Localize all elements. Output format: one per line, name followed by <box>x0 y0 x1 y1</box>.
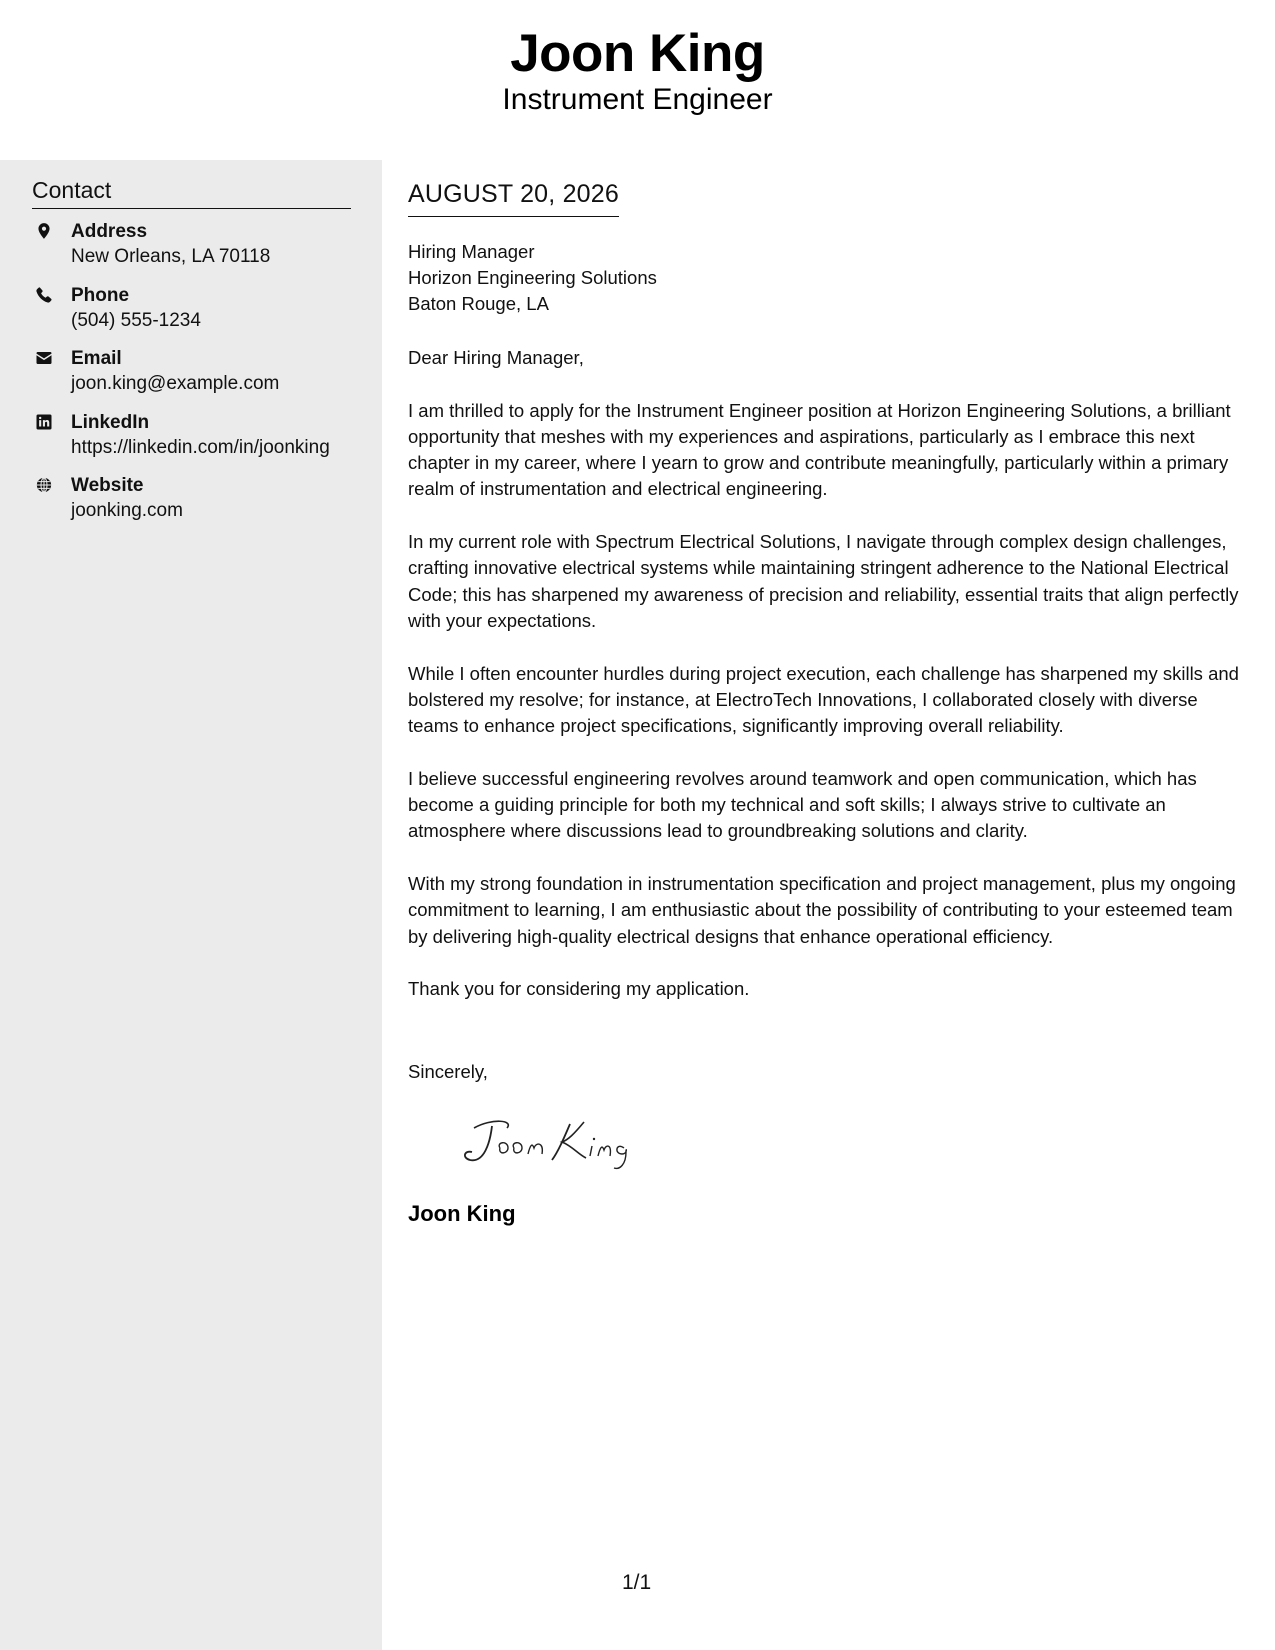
recipient-line: Horizon Engineering Solutions <box>408 267 657 288</box>
paragraph: With my strong foundation in instrumentation specification and project management, plus my ongoing commitment to learning, I am enthusiastic about the possibility of contributing to your esteemed team by delivering high-quality electrical designs that enhance operational efficiency. <box>408 872 1236 947</box>
recipient-block <box>408 239 657 317</box>
contact-value: (504) 555-1234 <box>71 309 201 331</box>
contact-label: Phone <box>71 284 130 306</box>
contact-item-phone <box>32 284 372 348</box>
contact-item-website <box>32 474 372 538</box>
contact-item-linkedin <box>32 411 372 475</box>
contact-value: New Orleans, LA 70118 <box>71 246 271 267</box>
contact-heading: Contact <box>32 176 351 209</box>
paragraph: In my current role with Spectrum Electrical Solutions, I navigate through complex design challenges, crafting innovative electrical systems while maintaining stringent adherence to the National Electrical Code; this has sharpened my awareness of precision and reliability, essential traits that align perfectly with your expectations. <box>408 531 1239 631</box>
linkedin-link[interactable]: https://linkedin.com/in/joonking <box>71 436 330 458</box>
letter-date: AUGUST 20, 2026 <box>408 179 619 217</box>
contact-list <box>32 220 372 538</box>
paragraph: Thank you for considering my application. <box>408 978 750 1000</box>
globe-icon <box>35 476 53 494</box>
contact-value: joon.king@example.com <box>71 373 280 394</box>
signer-name: Joon King <box>408 1201 516 1226</box>
header <box>0 0 1275 160</box>
paragraph: I believe successful engineering revolves around teamwork and open communication, which has become a guiding principle for both my technical and soft skills; I always strive to cultivate an atmosphere where discussions lead to groundbreaking solutions and clarity. <box>408 767 1197 842</box>
contact-label: Address <box>71 221 148 242</box>
paragraph: I am thrilled to apply for the Instrument Engineer position at Horizon Engineering Solutions, a brilliant opportunity that meshes with my experiences and aspirations, particularly as I embrace this next chapter in my career, where I yearn to grow and contribute meaningfully, particularly within a primary realm of instrumentation and electrical engineering. <box>408 399 1231 500</box>
page-number: 1/1 <box>622 1571 652 1594</box>
contact-label: Website <box>71 475 144 496</box>
recipient-line: Baton Rouge, LA <box>408 293 549 314</box>
website-link[interactable]: joonking.com <box>71 500 183 521</box>
sidebar <box>0 160 382 1650</box>
closing: Sincerely, <box>408 1061 488 1082</box>
location-pin-icon <box>35 222 53 240</box>
letter-text <box>408 345 1253 1029</box>
salutation: Dear Hiring Manager, <box>408 347 584 368</box>
applicant-name: Joon King <box>510 24 765 83</box>
contact-item-address <box>32 220 372 284</box>
recipient-line: Hiring Manager <box>408 241 535 262</box>
phone-icon <box>35 286 53 304</box>
contact-label: Email <box>71 348 122 369</box>
envelope-icon <box>35 349 53 367</box>
letter-body <box>382 160 1275 1650</box>
linkedin-icon <box>35 413 53 431</box>
applicant-title: Instrument Engineer <box>502 83 773 116</box>
contact-item-email <box>32 347 372 411</box>
signature-image <box>452 1108 652 1178</box>
paragraph: While I often encounter hurdles during project execution, each challenge has sharpened my skills and bolstered my resolve; for instance, at ElectroTech Innovations, I collaborated closely with diverse teams to enhance project specifications, significantly improving overall reliability. <box>408 662 1239 737</box>
contact-label: LinkedIn <box>71 411 150 433</box>
